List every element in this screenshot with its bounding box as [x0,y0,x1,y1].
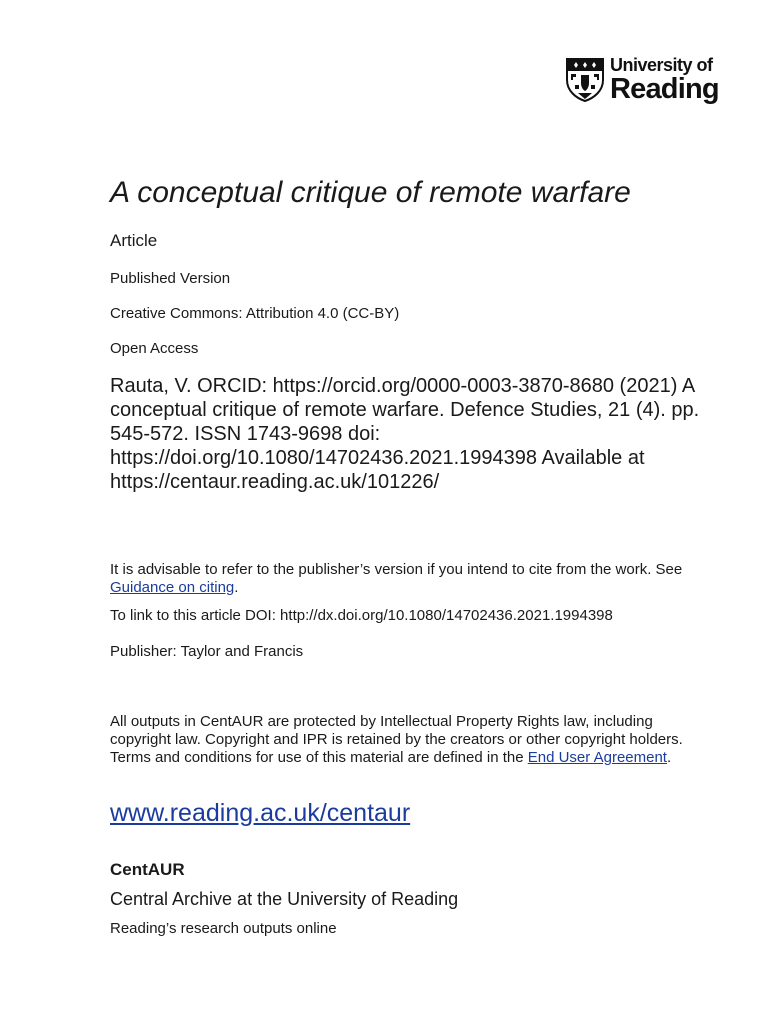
article-type: Article [110,231,158,250]
guidance-on-citing-link[interactable]: Guidance on citing [110,579,235,596]
rights-text: All outputs in CentAUR are protected by Intellectual Property Rights law, including copyright law. Copyright and IPR is retained by the creators or other copyright holders. Terms and conditions for use of this material are defined in the [110,713,683,766]
centaur-heading: CentAUR [110,860,185,879]
article-license: Creative Commons: Attribution 4.0 (CC-BY) [110,305,400,322]
publisher-line: Publisher: Taylor and Francis [110,643,304,660]
article-access: Open Access [110,340,199,357]
citation-advice [110,561,710,597]
doi-line: To link to this article DOI: http://dx.doi.org/10.1080/14702436.2021.1994398 [110,607,613,624]
citation-advice-end: . [234,579,239,596]
university-crest-icon [566,58,604,102]
centaur-full-name: Central Archive at the University of Reading [110,889,459,909]
logo-line-university: University of [610,55,713,75]
logo-line-reading: Reading [610,73,719,105]
article-title: A conceptual critique of remote warfare [110,176,631,209]
article-citation: Rauta, V. ORCID: https://orcid.org/0000-0003-3870-8680 (2021) A conceptual critique of remote warfare. Defence Studies, 21 (4). pp. 545-572. ISSN 1743-9698 doi: https://doi.org/10.1080/14702436.2021.1994398 Available at https://centaur.reading.ac.uk/101226/ [110,375,700,493]
article-version: Published Version [110,270,231,287]
rights-statement [110,713,710,767]
rights-end: . [666,749,672,766]
logo-wordmark [610,56,728,104]
university-logo [566,56,726,106]
centaur-site-link[interactable]: www.reading.ac.uk/centaur [110,799,411,827]
centaur-tagline: Reading’s research outputs online [110,920,337,937]
citation-advice-text: It is advisable to refer to the publisher’s version if you intend to cite from the work. See [110,561,683,578]
end-user-agreement-link[interactable]: End User Agreement [527,749,667,766]
